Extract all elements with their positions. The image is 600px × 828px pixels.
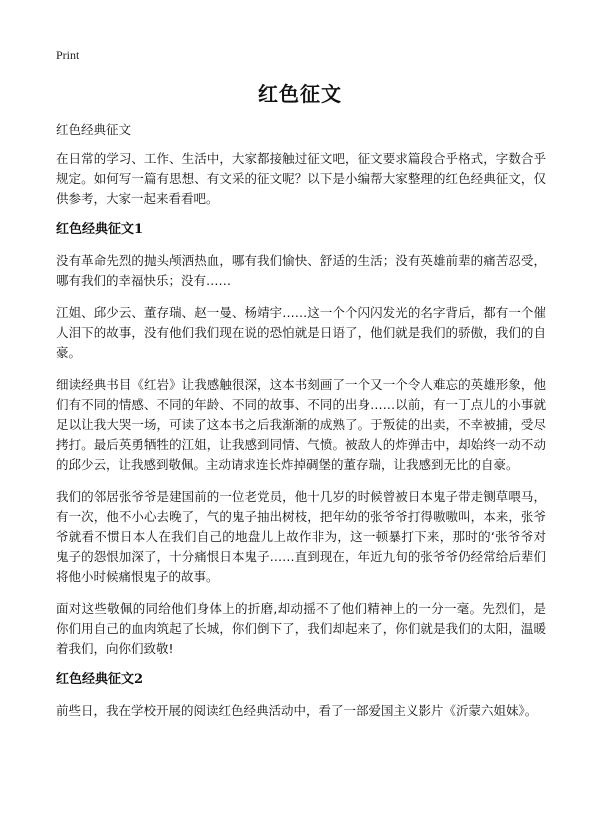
section-1-paragraph: 我们的邻居张爷爷是建国前的一位老党员，他十几岁的时候曾被日本鬼子带走铡草喂马，有一次，他不小心去晚了，气的鬼子抽出树枝，把年幼的张爷爷打得嗷嗷叫，本来，张爷爷就看不惯日本人在我们自己的地盘儿上故作非为，这一顿暴打下来，那时的‘张爷爷对鬼子的怨恨加深了，十分痛恨日本鬼子……直到现在，年近九旬的张爷爷仍经常给后辈们将他小时候痛恨鬼子的故事。 [56,489,546,584]
section-1-paragraph: 没有革命先烈的抛头颅洒热血，哪有我们愉快、舒适的生活；没有英雄前辈的痛苦忍受，哪有我们的幸福快乐；没有…… [56,253,546,288]
print-link[interactable]: Print [56,48,80,62]
section-1-paragraph: 江姐、邱少云、董存瑞、赵一曼、杨靖宇……这一个个闪闪发光的名字背后，都有一个催人泪下的故事，没有他们我们现在说的恐怕就是日语了，他们就是我们的骄傲，我们的自豪。 [56,305,546,360]
section-heading-2: 红色经典征文2 [56,672,144,687]
intro-paragraph: 在日常的学习、工作、生活中，大家都接触过征文吧，征文要求篇段合乎格式，字数合乎规定。如何写一篇有思想、有文采的征文呢？以下是小编帮大家整理的红色经典征文，仅供参考，大家一起来看看吧。 [56,151,546,206]
section-1-paragraph: 细读经典书目《红岩》让我感触很深，这本书刻画了一个又一个令人难忘的英雄形象，他们有不同的情感、不同的年龄、不同的故事、不同的出身……以前，有一丁点儿的小事就足以让我大哭一场，可读了这本书之后我渐渐的成熟了。于叛徒的出卖，不幸被捕，受尽拷打。最后英勇牺牲的江姐，让我感到同情、气愤。被敌人的炸弹击中，却始终一动不动的邱少云，让我感到敬佩。主动请求连长炸掉碉堡的董存瑞，让我感到无比的自豪。 [56,377,546,472]
article-subtitle: 红色经典征文 [56,122,132,137]
section-2-paragraph: 前些日，我在学校开展的阅读红色经典活动中，看了一部爱国主义影片《沂蒙六姐妹》。 [56,703,538,718]
section-1-paragraph: 面对这些敬佩的同给他们身体上的折磨,却动摇不了他们精神上的一分一毫。先烈们，是你们用自己的血肉筑起了长城，你们倒下了，我们却起来了，你们就是我们的太阳，温暖着我们，向你们致敬! [56,601,546,656]
article-body [56,122,546,733]
article-title: 红色征文 [258,82,342,106]
section-heading-1: 红色经典征文1 [56,222,144,237]
